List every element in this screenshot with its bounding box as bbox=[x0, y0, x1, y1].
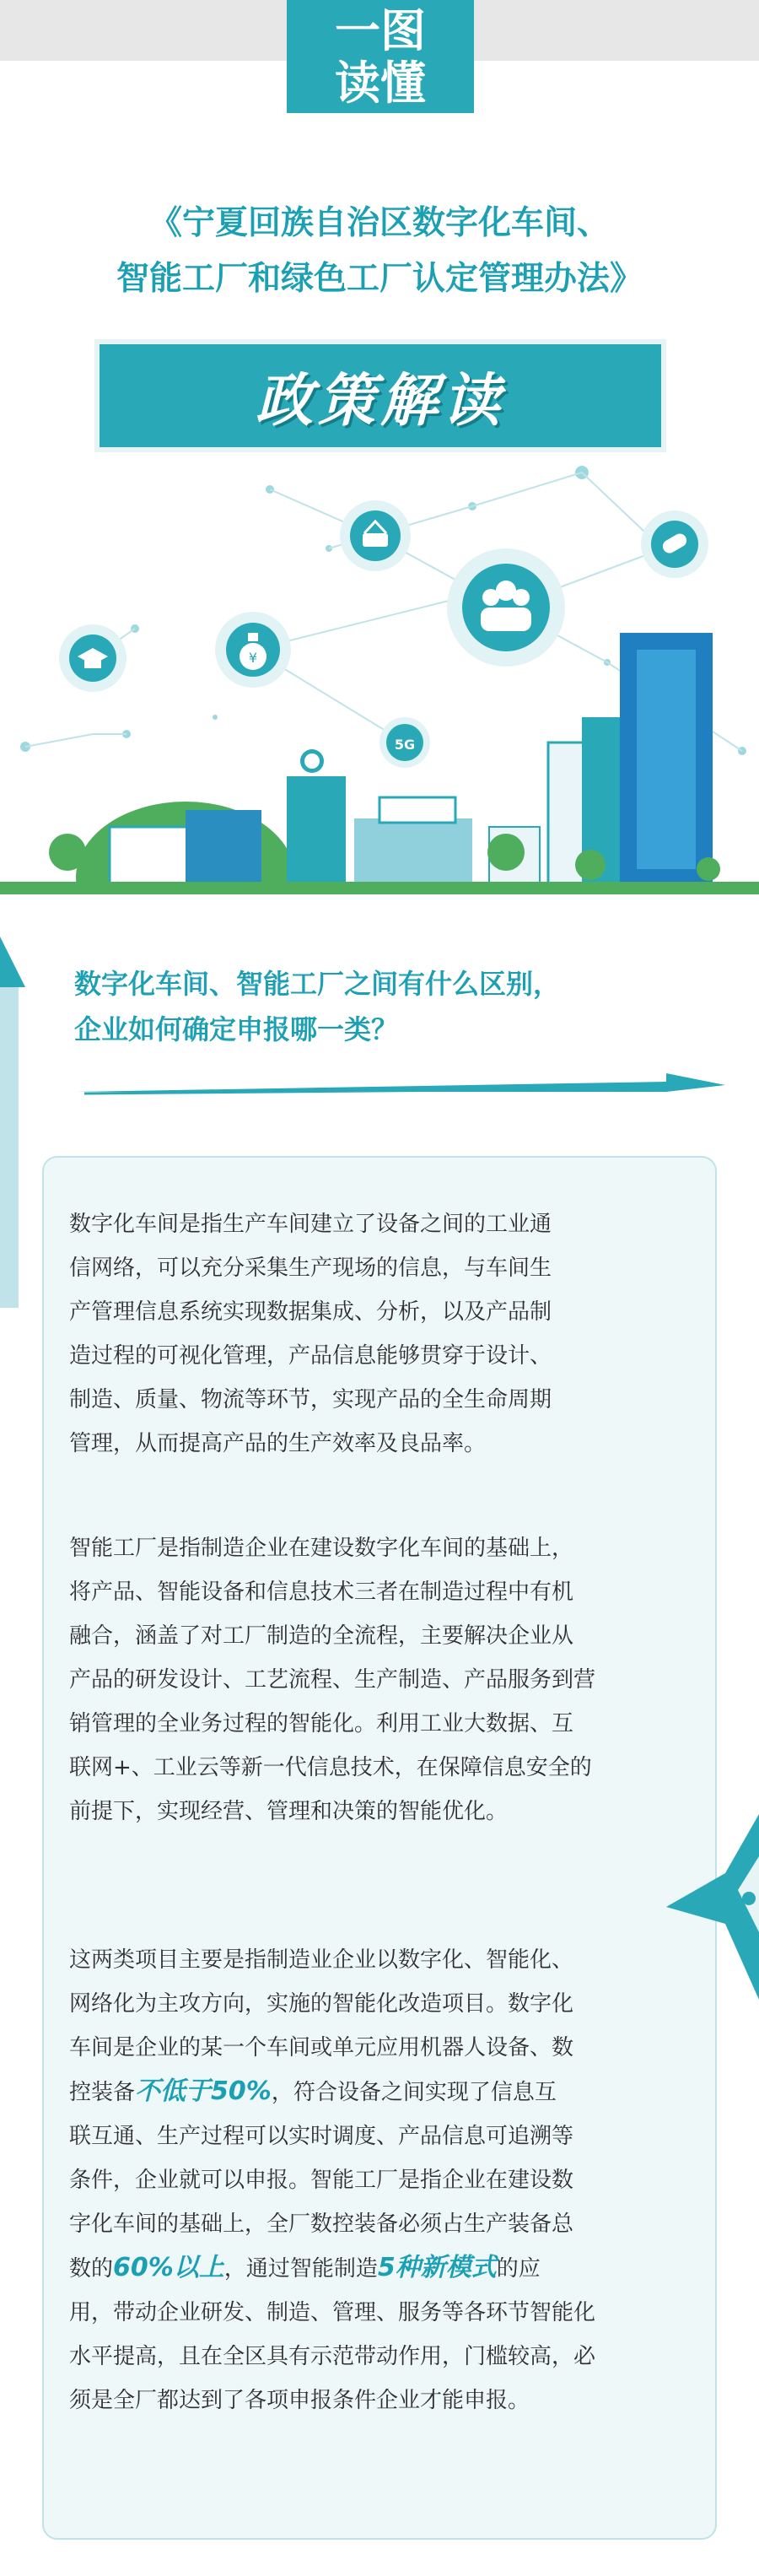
text-line: 产管理信息系统实现数据集成、分析，以及产品制 bbox=[69, 1299, 552, 1325]
money-bag-icon bbox=[215, 612, 291, 688]
text-segment: 数的 bbox=[69, 2256, 114, 2282]
text-segment: ，符合设备之间实现了信息互 bbox=[271, 2080, 557, 2105]
text-line: 前提下，实现经营、管理和决策的智能优化。 bbox=[69, 1799, 509, 1824]
header-badge bbox=[287, 0, 474, 113]
basket-icon bbox=[340, 500, 411, 571]
text-line: 车间是企业的某一个车间或单元应用机器人设备、数 bbox=[69, 2035, 574, 2060]
clock-icon bbox=[300, 749, 324, 773]
text-line: 水平提高，且在全区具有示范带动作用，门槛较高，必 bbox=[69, 2344, 596, 2369]
badge-line-2: 读懂 bbox=[335, 57, 426, 110]
text-line: 造过程的可视化管理，产品信息能够贯穿于设计、 bbox=[69, 1343, 552, 1369]
text-line: 这两类项目主要是指制造业企业以数字化、智能化、 bbox=[69, 1947, 574, 1973]
people-icon bbox=[447, 548, 565, 667]
text-line: 条件，企业就可以申报。智能工厂是指企业在建设数 bbox=[69, 2168, 574, 2193]
banner-text: 政策解读 bbox=[255, 367, 505, 435]
highlight-5-modes: 5种新模式 bbox=[377, 2253, 497, 2282]
text-line: 字化车间的基础上，全厂数控装备必须占生产装备总 bbox=[69, 2211, 574, 2237]
text-line bbox=[69, 2070, 690, 2114]
graduation-cap-icon bbox=[59, 624, 126, 692]
text-line: 将产品、智能设备和信息技术三者在制造过程中有机 bbox=[69, 1580, 574, 1605]
text-line: 制造、质量、物流等环节，实现产品的全生命周期 bbox=[69, 1387, 552, 1412]
text-line: 联网+、工业云等新一代信息技术，在保障信息安全的 bbox=[69, 1755, 592, 1780]
text-line: 须是全厂都达到了各项申报条件企业才能申报。 bbox=[69, 2388, 530, 2413]
5g-icon bbox=[380, 717, 430, 768]
text-line: 产品的研发设计、工艺流程、生产制造、产品服务到营 bbox=[69, 1667, 596, 1693]
svg-text:¥: ¥ bbox=[248, 650, 258, 666]
title-line-1: 《宁夏回族自治区数字化车间、 bbox=[148, 204, 610, 242]
paragraph-application-criteria bbox=[69, 1938, 690, 2422]
text-line: 融合，涵盖了对工厂制造的全流程，主要解决企业从 bbox=[69, 1623, 574, 1649]
question-line-1: 数字化车间、智能工厂之间有什么区别， bbox=[74, 968, 561, 1000]
title-line-2: 智能工厂和绿色工厂认定管理办法》 bbox=[116, 260, 643, 298]
text-line: 信网络，可以充分采集生产现场的信息，与车间生 bbox=[69, 1256, 552, 1281]
text-segment: ，通过智能制造 bbox=[223, 2256, 378, 2282]
badge-line-1: 一图 bbox=[335, 4, 426, 57]
text-line: 管理，从而提高产品的生产效率及良品率。 bbox=[69, 1431, 487, 1456]
text-segment: 控装备 bbox=[69, 2080, 136, 2105]
text-line: 网络化为主攻方向，实施的智能化改造项目。数字化 bbox=[69, 1991, 574, 2017]
ground bbox=[0, 882, 759, 894]
text-line: 联互通、生产过程可以实时调度、产品信息可追溯等 bbox=[69, 2124, 574, 2149]
pills-icon bbox=[641, 510, 708, 578]
banner bbox=[100, 344, 661, 447]
question-line-2: 企业如何确定申报哪一类？ bbox=[74, 1013, 399, 1045]
paragraph-smart-factory bbox=[69, 1526, 690, 1833]
arrow-divider bbox=[76, 1070, 725, 1095]
text-segment: 的应 bbox=[496, 2256, 541, 2282]
paragraph-digital-workshop bbox=[69, 1202, 690, 1466]
highlight-50-percent: 不低于50% bbox=[135, 2076, 272, 2106]
star-icon bbox=[641, 1763, 759, 2017]
text-line: 销管理的全业务过程的智能化。利用工业大数据、互 bbox=[69, 1711, 574, 1736]
text-line: 数字化车间是指生产车间建立了设备之间的工业通 bbox=[69, 1212, 552, 1237]
city-illustration bbox=[0, 456, 759, 894]
text-line bbox=[69, 2246, 690, 2291]
5g-label: 5G bbox=[394, 737, 416, 753]
highlight-60-percent: 60%以上 bbox=[113, 2253, 224, 2282]
text-line: 智能工厂是指制造企业在建设数字化车间的基础上， bbox=[69, 1536, 574, 1561]
text-line: 用，带动企业研发、制造、管理、服务等各环节智能化 bbox=[69, 2300, 596, 2325]
